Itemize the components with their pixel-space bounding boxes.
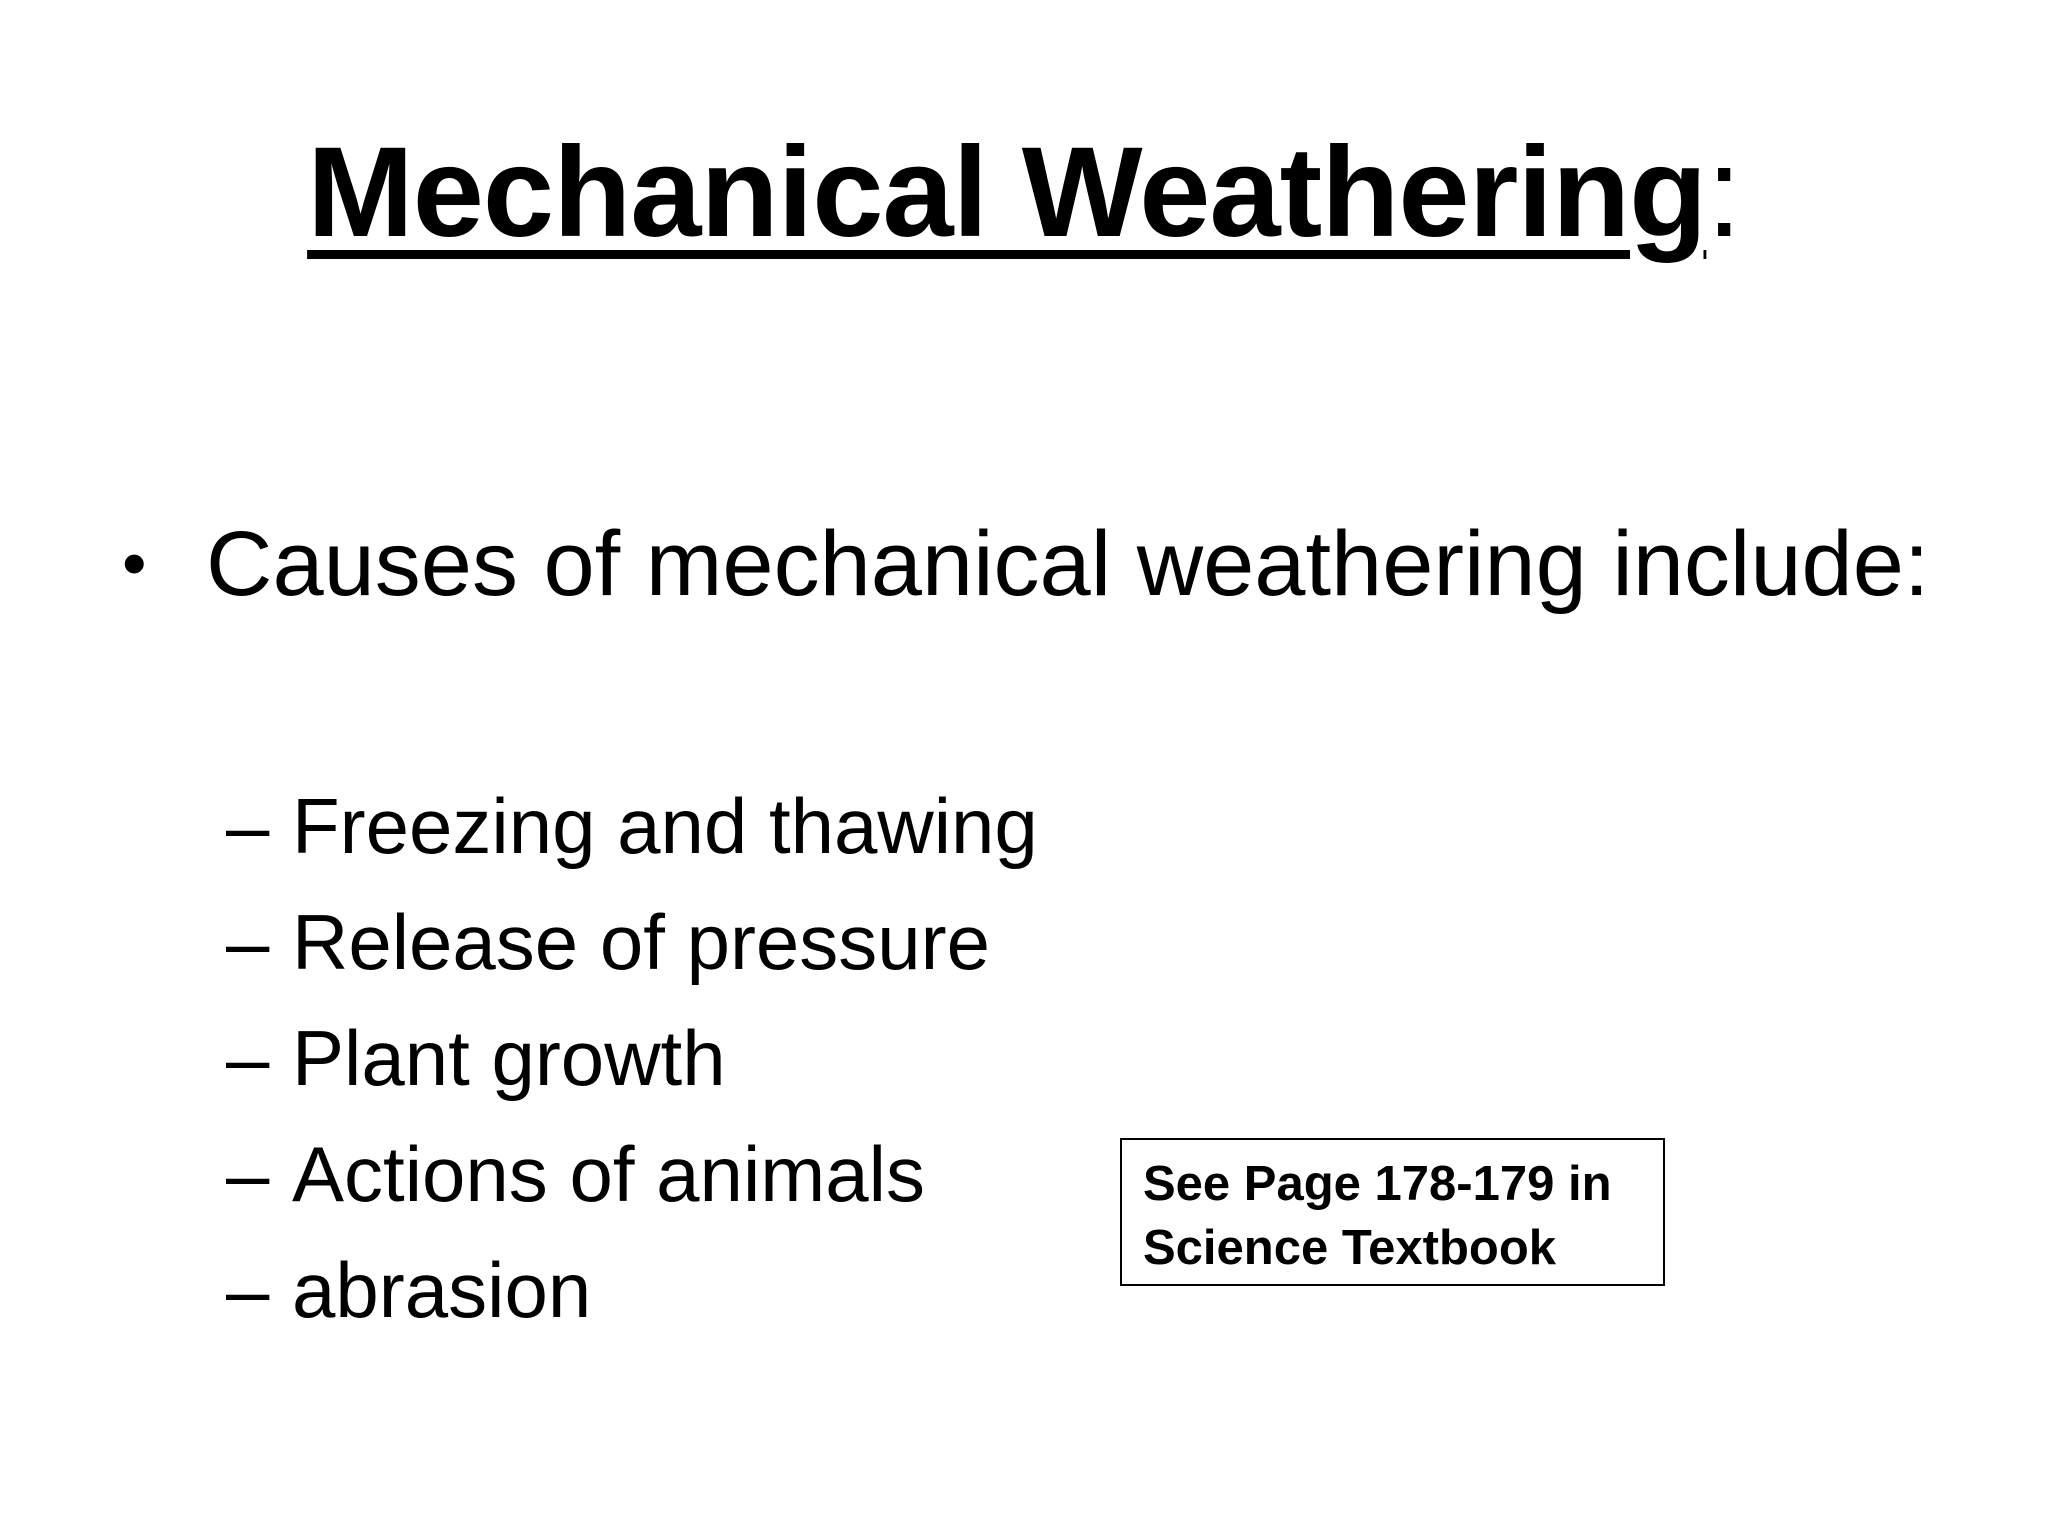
dash-marker: –	[226, 898, 270, 986]
causes-list	[226, 768, 1038, 1348]
title-main-text: Mechanical Weathering	[307, 121, 1707, 264]
list-item-text: Release of pressure	[292, 898, 991, 986]
dash-marker: –	[226, 1130, 270, 1218]
dash-marker: –	[226, 782, 270, 870]
list-item	[226, 768, 1038, 884]
list-item	[226, 1116, 1038, 1232]
note-line-2: Science Textbook	[1143, 1221, 1557, 1275]
list-item-text: abrasion	[292, 1246, 592, 1334]
main-bullet-text: Causes of mechanical weathering include:	[206, 513, 1930, 615]
slide-title	[0, 118, 2048, 268]
list-item	[226, 884, 1038, 1000]
list-item-text: Freezing and thawing	[292, 782, 1038, 870]
list-item-text: Plant growth	[292, 1014, 726, 1102]
list-item-text: Actions of animals	[292, 1130, 925, 1218]
bullet-dot: •	[122, 524, 147, 602]
textbook-reference-box	[1120, 1138, 1665, 1286]
dash-marker: –	[226, 1246, 270, 1334]
note-line-1: See Page 178-179 in	[1143, 1157, 1612, 1211]
list-item	[226, 1232, 1038, 1348]
list-item	[226, 1000, 1038, 1116]
main-bullet	[122, 508, 1929, 619]
title-colon: :	[1706, 121, 1741, 264]
dash-marker: –	[226, 1014, 270, 1102]
